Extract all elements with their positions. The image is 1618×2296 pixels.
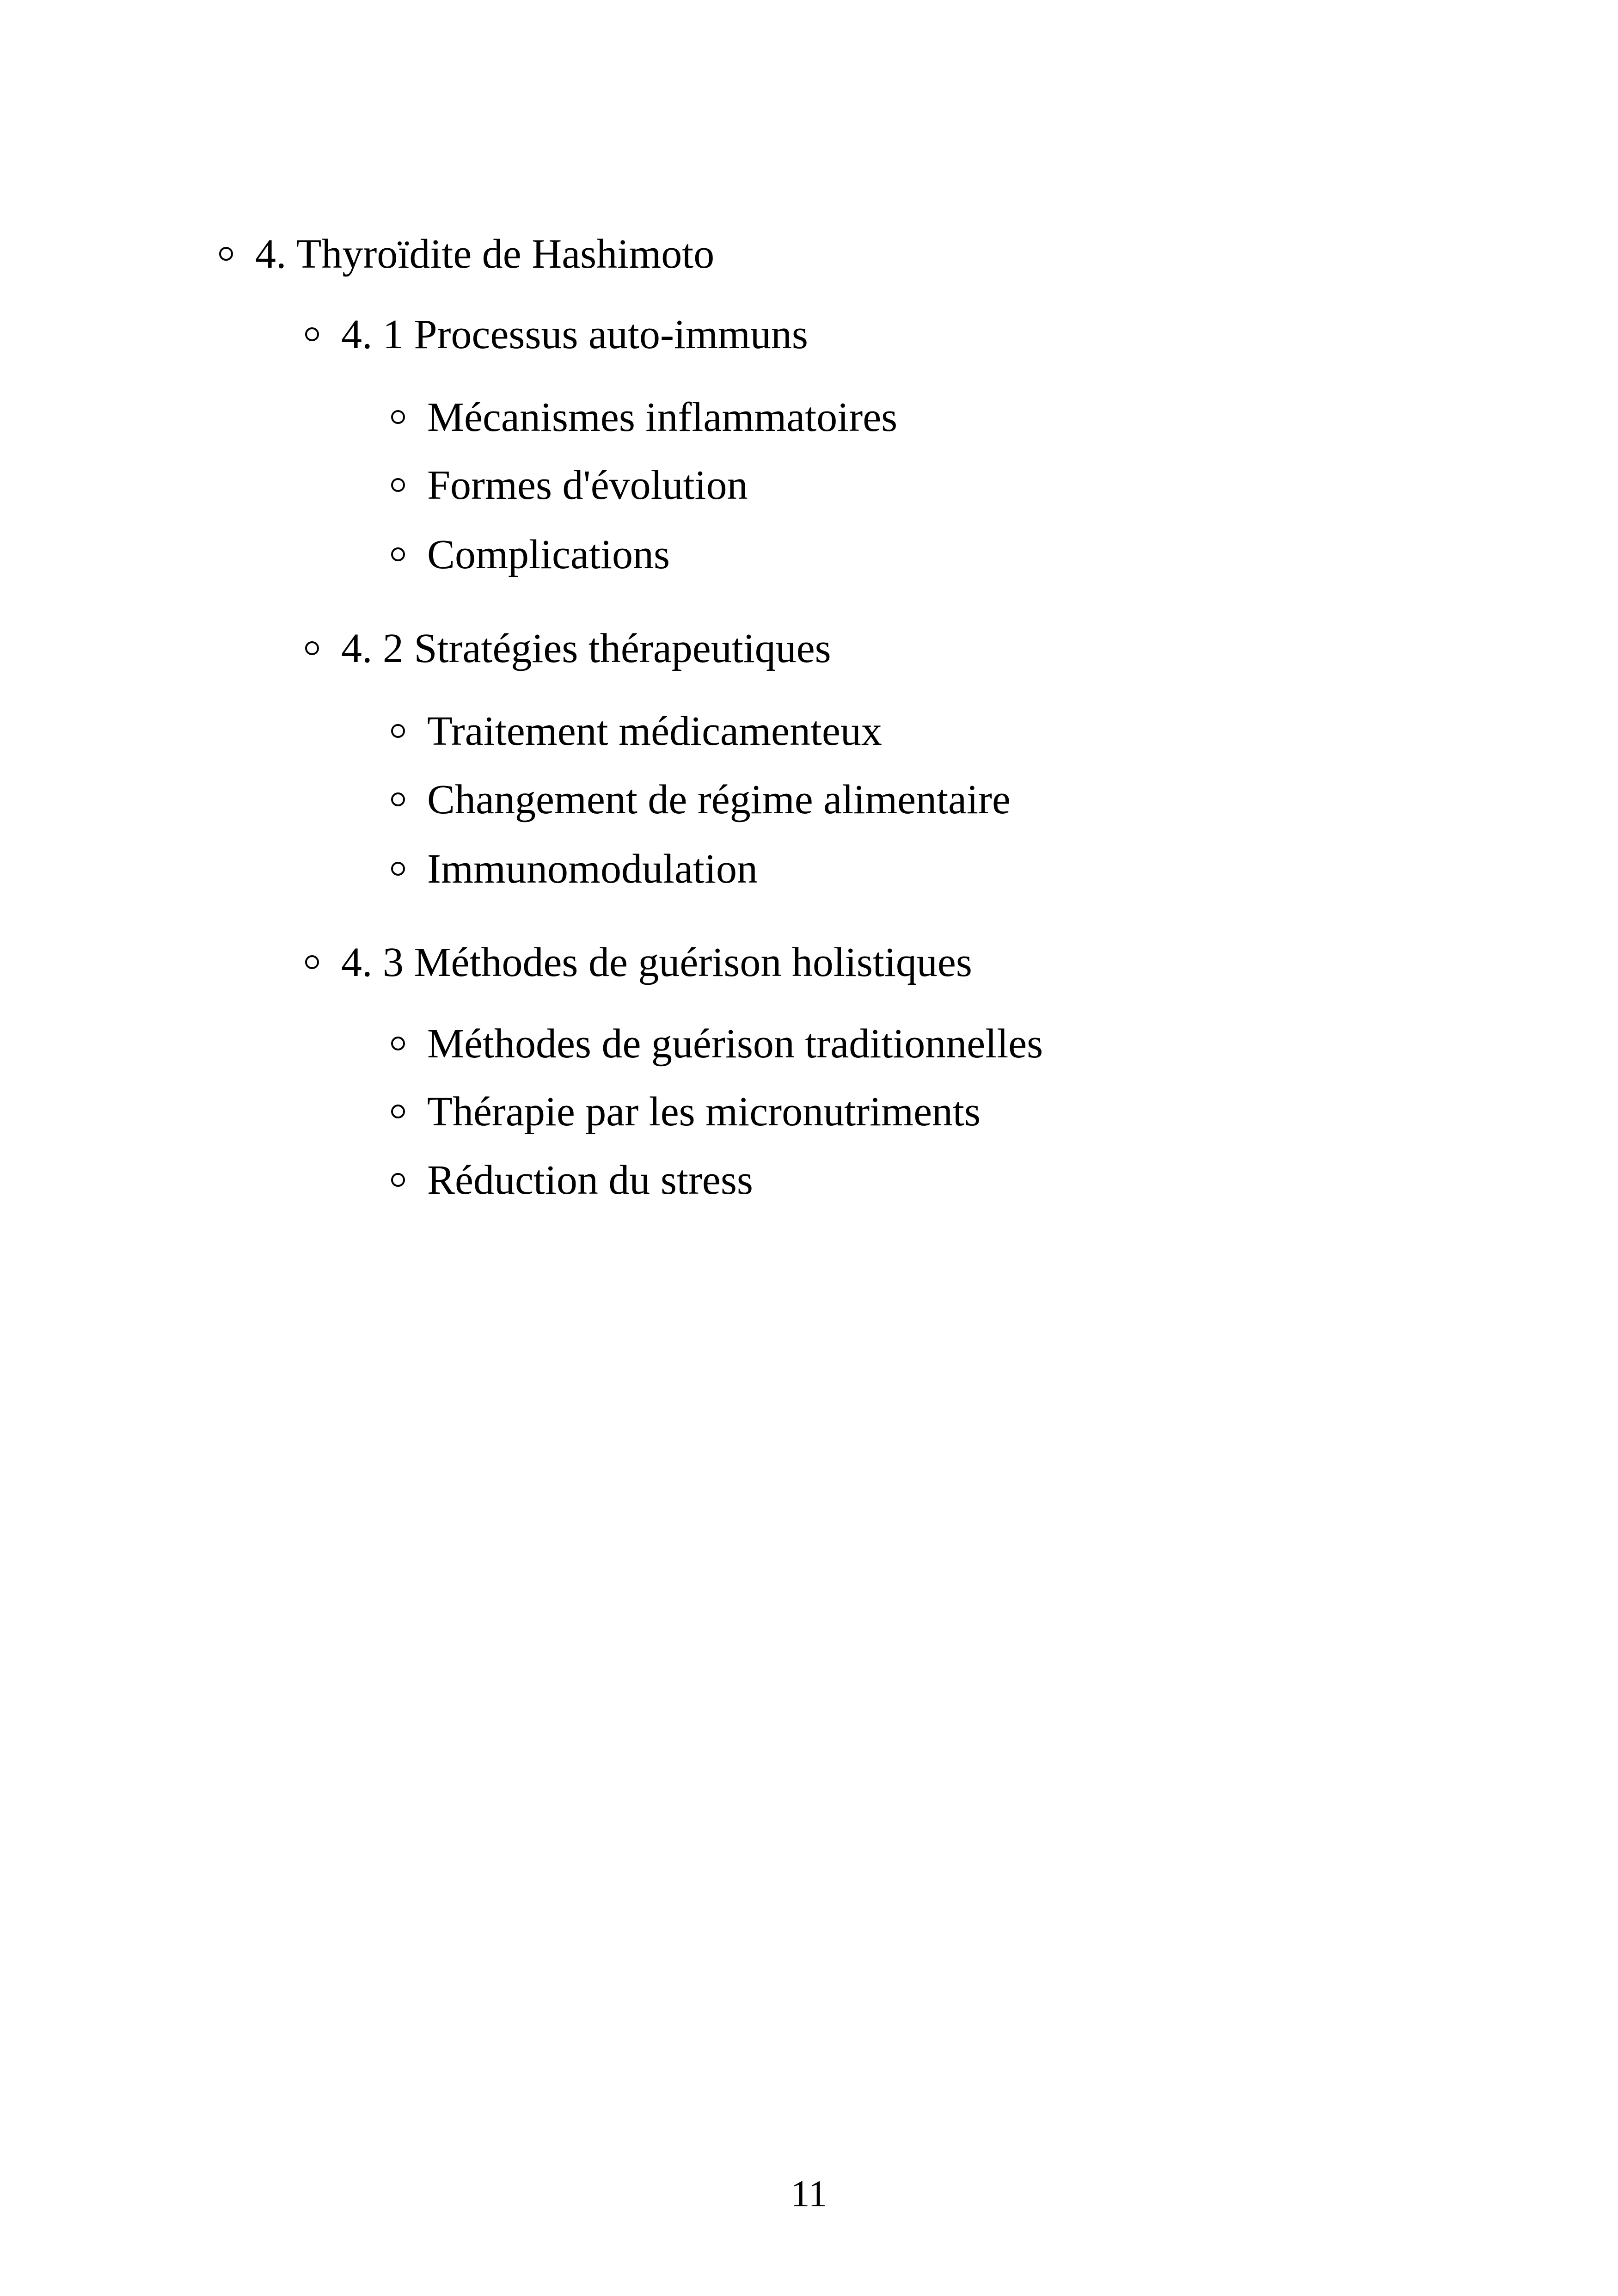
list-item-text: Immunomodulation (427, 846, 758, 892)
hollow-bullet-icon (305, 327, 319, 341)
hollow-bullet-icon (305, 641, 319, 655)
hollow-bullet-icon (391, 478, 405, 492)
hollow-bullet-icon (391, 1037, 405, 1050)
hollow-bullet-icon (391, 724, 405, 738)
section-title-text: 4. 2 Stratégies thérapeutiques (341, 626, 831, 671)
page-number: 11 (791, 2173, 827, 2215)
hollow-bullet-icon (391, 547, 405, 561)
hollow-bullet-icon (391, 1173, 405, 1187)
list-item-text: Thérapie par les micronutriments (427, 1089, 981, 1135)
list-item-text: Méthodes de guérison traditionnelles (427, 1021, 1043, 1067)
hollow-bullet-icon (305, 955, 319, 969)
list-item-text: Complications (427, 532, 670, 577)
outline-heading-text: 4. Thyroïdite de Hashimoto (255, 231, 715, 277)
section-title-text: 4. 1 Processus auto-immuns (341, 312, 808, 357)
list-item-text: Traitement médicamenteux (427, 708, 882, 754)
list-item-text: Changement de régime alimentaire (427, 777, 1011, 823)
list-item-text: Formes d'évolution (427, 462, 748, 508)
hollow-bullet-icon (391, 1105, 405, 1118)
list-item-text: Réduction du stress (427, 1157, 753, 1203)
list-item-text: Mécanismes inflammatoires (427, 394, 898, 440)
hollow-bullet-icon (219, 247, 233, 261)
hollow-bullet-icon (391, 410, 405, 424)
section-title-text: 4. 3 Méthodes de guérison holistiques (341, 939, 972, 985)
hollow-bullet-icon (391, 862, 405, 876)
hollow-bullet-icon (391, 792, 405, 806)
